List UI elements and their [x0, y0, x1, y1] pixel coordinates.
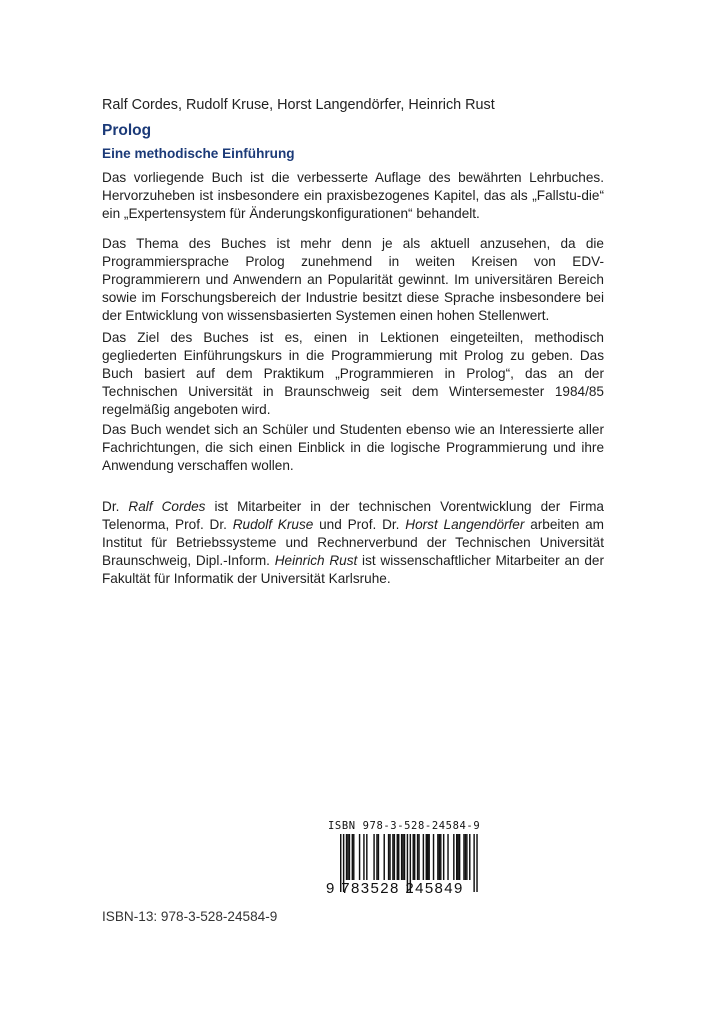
bio-text: Dr. [102, 499, 129, 514]
barcode-bar [456, 834, 457, 880]
bio-text: ist Mitarbeiter in der technischen Vorentwicklung der Firma Telenorma, Prof. Dr. [102, 499, 604, 533]
barcode-bar [447, 834, 448, 880]
barcode-bar [352, 834, 353, 880]
barcode-bar [392, 834, 393, 880]
paragraph-goal: Das Ziel des Buches ist es, einen in Lektionen eingeteilten, methodisch gegliederten Einführungskurs in die Programmierung mit Prolog zu geben. Das Buch basiert auf dem Praktikum „Programmieren in Prolog“, das an der Technischen Universität in Braunschweig seit dem Wintersemester 1984/85 regelmäßig angeboten wird. [102, 330, 604, 418]
bio-text: arbeiten am Institut für Betriebssysteme und Rechnerverbund der Technischen Universität Braunschweig, Dipl.-Inform. [102, 517, 604, 569]
barcode-digits: 9 783528 245849 [326, 880, 464, 897]
barcode-bar [423, 834, 424, 880]
barcode-bar [363, 834, 364, 880]
barcode-bar [373, 834, 374, 880]
barcode-bar [402, 834, 403, 880]
barcode-bar [347, 834, 348, 880]
barcode-bar [437, 834, 438, 880]
isbn13-label: ISBN-13: 978-3-528-24584-9 [102, 909, 278, 924]
barcode-bar [463, 834, 464, 880]
barcode-bar [418, 834, 419, 880]
barcode-bar [457, 834, 458, 880]
paragraph-intro: Das vorliegende Buch ist die verbesserte Auflage des bewährten Lehrbuches. Hervorzuheben ist insbesondere ein praxisbezogenes Kapitel, das als „Fallstu-die“ ein „Expertensystem für Änderungskonfigurationen“ behandelt. [102, 170, 604, 222]
paragraph-topic: Das Thema des Buches ist mehr denn je als aktuell anzusehen, da die Programmiersprache Prolog zunehmend in weiten Kreisen von EDV-Programmierern und Anwendern an Popularität gewinnt. Im universitären Bereich sowie im Forschungsbereich der Industrie besitzt diese Sprache insbesondere bei der Entwicklung von wissensbasierten Systemen einen hohen Stellenwert. [102, 236, 604, 324]
barcode-bar [346, 834, 347, 880]
barcode-bar [453, 834, 454, 880]
barcode-bar [366, 834, 367, 880]
barcode-bar [443, 834, 444, 880]
barcode-bar [388, 834, 389, 880]
barcode-bar [376, 834, 377, 880]
barcode-bar [349, 834, 350, 880]
barcode-bar [433, 834, 434, 880]
barcode-bar [466, 834, 467, 880]
barcode [326, 820, 488, 902]
bio-text: ist wissenschaftlicher Mitarbeiter an der Fakultät für Informatik der Universität Karlsruhe. [102, 553, 604, 587]
barcode-bar [353, 834, 354, 880]
bio-author-name: Rudolf Kruse [232, 517, 314, 533]
bio-author-name: Ralf Cordes [128, 499, 206, 514]
author-bio [102, 498, 604, 588]
barcode-bar [359, 834, 360, 880]
barcode-bar [428, 834, 429, 880]
authors-line: Ralf Cordes, Rudolf Kruse, Horst Langendörfer, Heinrich Rust [102, 97, 495, 113]
bio-text: und Prof. Dr. [313, 517, 406, 533]
barcode-bar [440, 834, 441, 880]
barcode-isbn-label: ISBN 978-3-528-24584-9 [328, 820, 481, 832]
bio-author-name: Heinrich Rust [274, 553, 358, 569]
barcode-bar [378, 834, 379, 880]
barcode-bar [414, 834, 415, 880]
bio-author-name: Horst Langendörfer [405, 517, 525, 533]
barcode-bar [384, 834, 385, 880]
barcode-bar [389, 834, 390, 880]
book-title: Prolog [102, 122, 152, 139]
barcode-bar [427, 834, 428, 880]
barcode-bar [413, 834, 414, 880]
barcode-bar [401, 834, 402, 880]
barcode-bar [394, 834, 395, 880]
paragraph-audience: Das Buch wendet sich an Schüler und Studenten ebenso wie an Interessierte aller Fachrichtungen, die sich einen Einblick in die logische Programmierung und ihre Anwendung verschaffen wollen. [102, 422, 604, 474]
barcode-bar [398, 834, 399, 880]
book-subtitle: Eine methodische Einführung [102, 146, 295, 161]
barcode-bar [439, 834, 440, 880]
barcode-bar [397, 834, 398, 880]
barcode-bar [404, 834, 405, 880]
barcode-bar [459, 834, 460, 880]
barcode-bar [469, 834, 470, 880]
barcode-bar [426, 834, 427, 880]
barcode-bar [417, 834, 418, 880]
barcode-bar [465, 834, 466, 880]
